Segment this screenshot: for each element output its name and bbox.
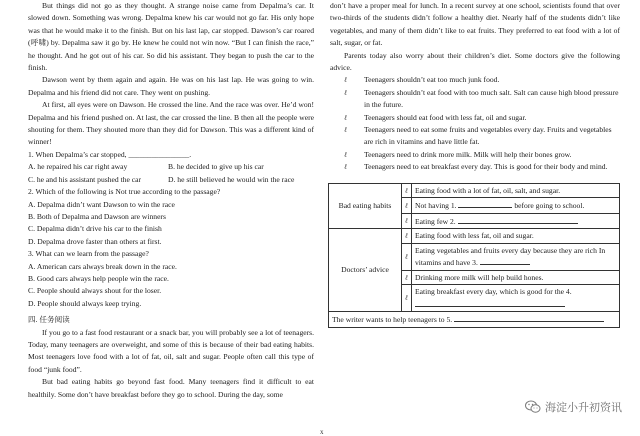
- bullet-icon: ℓ: [402, 198, 412, 214]
- advice-item: ℓ Teenagers shouldn’t eat too much junk food.: [344, 74, 620, 86]
- table-cell: Drinking more milk will help build hones.: [412, 270, 620, 285]
- writer-row: The writer wants to help teenagers to 5.: [329, 312, 620, 328]
- table-cell: Eating food with less fat, oil and sugar.: [412, 229, 620, 244]
- watermark-text: 海淀小升初资讯: [545, 401, 622, 414]
- story-paragraph: At first, all eyes were on Dawson. He crossed the line. And the race was over. He’d won! Depalma and his friend pushed on. At last, the car crossed the line. B then all the people were shouting for them. They shouted more than they did for Dawson. This was a different kind of winner!: [28, 100, 314, 147]
- q1-option-c: C. he and his assistant pushed the car: [28, 174, 142, 184]
- blank-2[interactable]: [458, 215, 578, 224]
- blank-3[interactable]: [480, 256, 530, 265]
- table-row: [329, 183, 620, 198]
- bullet-icon: ℓ: [402, 183, 412, 198]
- watermark: [525, 399, 622, 415]
- advice-item: ℓ Teenagers shouldn’t eat food with too much salt. Salt can cause high blood pressure in the future.: [344, 87, 619, 110]
- bullet-icon: ℓ: [344, 125, 348, 135]
- page-number: x: [320, 428, 324, 436]
- blank-4[interactable]: [415, 298, 565, 307]
- section-heading: 四. 任务阅读: [28, 315, 70, 325]
- q2-option-c: C. Depalma didn’t drive his car to the finish: [28, 224, 162, 234]
- bullet-icon: ℓ: [402, 270, 412, 285]
- bullet-icon: ℓ: [344, 75, 348, 85]
- question-3: 3. What can we learn from the passage?: [28, 249, 149, 259]
- table-cell: Eating food with a lot of fat, oil, salt, and sugar.: [412, 183, 620, 198]
- bullet-icon: ℓ: [402, 243, 412, 270]
- doctors-advice-label: Doctors’ advice: [329, 229, 402, 312]
- passage-paragraph: But bad eating habits go beyond fast food. Many teenagers find it difficult to eat healthily. Some don’t have breakfast before they go to school. During the day, some: [28, 377, 314, 399]
- advice-list: [330, 74, 620, 173]
- passage-paragraph: Parents today also worry about their children’s diet. Some doctors give the following advice.: [330, 50, 620, 73]
- bullet-icon: ℓ: [402, 213, 412, 229]
- bullet-icon: ℓ: [344, 162, 348, 172]
- q2-option-a: A. Depalma didn’t want Dawson to win the race: [28, 199, 175, 209]
- table-cell: Eating vegetables and fruits every day because they are rich In vitamins and have 3.: [412, 243, 620, 270]
- wechat-icon: [525, 400, 541, 414]
- q3-option-d: D. People should always keep trying.: [28, 298, 142, 308]
- table-row: [329, 312, 620, 328]
- bullet-icon: ℓ: [344, 87, 348, 97]
- advice-item: ℓ Teenagers need to drink more milk. Milk will help their bones grow.: [344, 149, 620, 161]
- q1-option-d: D. he still believed he would win the race: [168, 174, 295, 184]
- story-paragraph: But things did not go as they thought. A strange noise came from Depalma’s car. It slowed down. Something was wrong. Depalma knew his car would not go far. His only hope was that he would make it to the finish. But on his last lap, car stopped. Dawson’s car roared (呼啸) by. Depalma saw it go by. He knew he could not win now. “But I can finish the race,” he thought. And he got out of his car. So did his assistant. They began to push the car to the finish.: [28, 1, 314, 73]
- blank-1[interactable]: [458, 199, 512, 208]
- q3-option-c: C. People should always shout for the loser.: [28, 286, 162, 296]
- table-row: [329, 229, 620, 244]
- q2-option-d: D. Depalma drove faster than others at first.: [28, 236, 162, 246]
- q1-option-b: B. he decided to give up his car: [168, 162, 264, 172]
- blank-5[interactable]: [454, 313, 604, 322]
- bullet-icon: ℓ: [402, 229, 412, 244]
- q1-options-row: [28, 174, 314, 186]
- q2-option-b: B. Both of Depalma and Dawson are winners: [28, 211, 166, 221]
- advice-item: ℓ Teenagers need to eat some fruits and vegetables every day. Fruits and vegetables are rich in vitamins and have little fat.: [344, 125, 612, 147]
- bad-habits-label: Bad eating habits: [329, 183, 402, 229]
- q3-option-b: B. Good cars always help people win the race.: [28, 273, 169, 283]
- story-paragraph: Dawson went by them again and again. He was on his last lap. He was going to win. Depalma and his friend did not care. They went on pushing.: [28, 75, 314, 97]
- bullet-icon: ℓ: [344, 149, 348, 159]
- q1-option-a: A. he repaired his car right away: [28, 162, 128, 172]
- question-1: 1. When Depalma’s car stopped, ________________.: [28, 149, 192, 159]
- table-cell: Not having 1. before going to school.: [412, 198, 620, 214]
- passage-continuation: don’t have a proper meal for lunch. In a recent survey at one school, scientists found that over two-thirds of the students didn’t follow a healthy diet. Nearly half of the students didn’t like vegetables, and many of them didn’t like to eat fruits. They preferred to eat food with a lot of salt, sugar, or fat.: [330, 1, 620, 48]
- bullet-icon: ℓ: [402, 285, 412, 312]
- advice-item: ℓ Teenagers need to eat breakfast every day. This is good for their body and mind.: [344, 161, 620, 173]
- advice-item: ℓ Teenagers should eat food with less fat, oil and sugar.: [344, 112, 620, 124]
- q1-options-row: [28, 161, 314, 173]
- left-column: [28, 0, 314, 401]
- passage-paragraph: If you go to a fast food restaurant or a snack bar, you will probably see a lot of teenagers. Today, many teenagers are overweight, and some of this is because of their bad eating habits. Most teenagers love food with a lot of fat, oil, salt and sugar. People often call this type of food “junk food”.: [28, 327, 314, 374]
- table-cell: Eating breakfast every day, which is good for the 4.: [412, 285, 620, 312]
- question-2: 2. Which of the following is Not true according to the passage?: [28, 187, 221, 197]
- bullet-icon: ℓ: [344, 112, 348, 122]
- table-cell: Eating few 2.: [412, 213, 620, 229]
- q3-option-a: A. American cars always break down in the race.: [28, 261, 177, 271]
- summary-table: [328, 183, 620, 328]
- right-column: [330, 0, 620, 328]
